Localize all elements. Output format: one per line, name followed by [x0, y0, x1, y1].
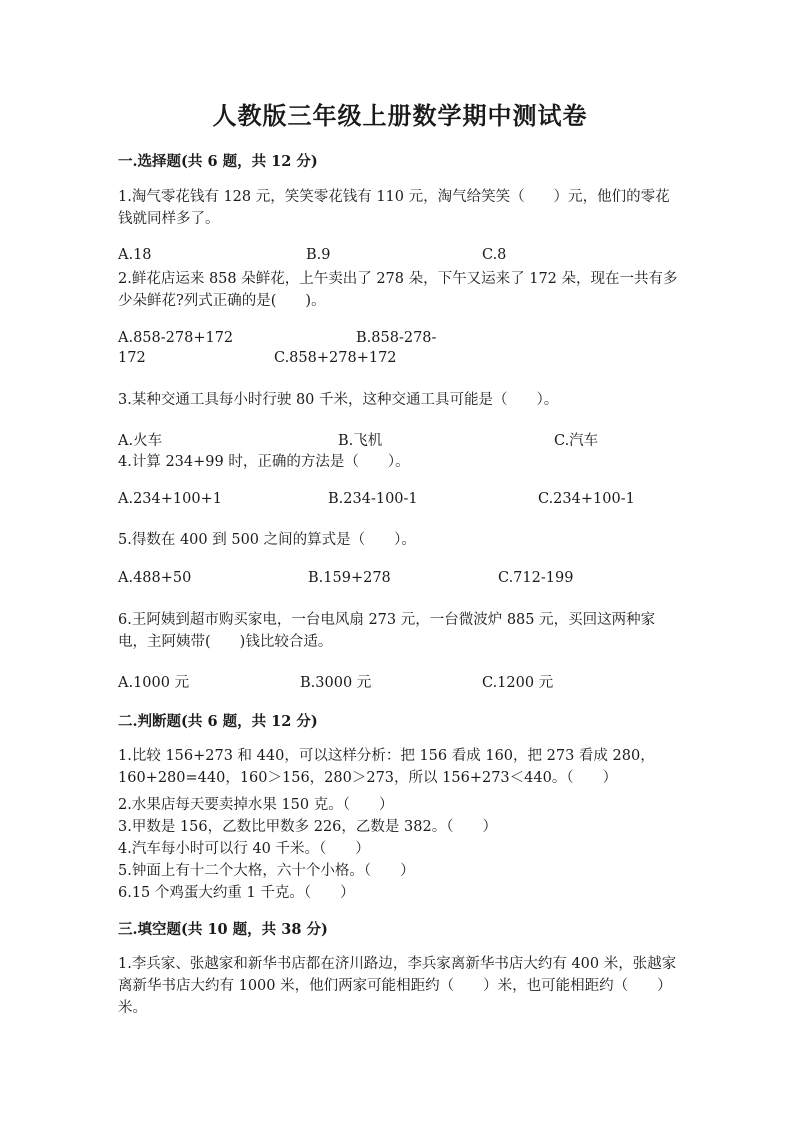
question-text: 1.李兵家、张越家和新华书店都在济川路边，李兵家离新华书店大约有 400 米，张越家离新华书店大约有 1000 米，他们两家可能相距约（ ）米，也可能相距约（ ）米。	[118, 956, 677, 1016]
question-text: 6.王阿姨到超市购买家电，一台电风扇 273 元，一台微波炉 885 元，买回这两种家电，主阿姨带( )钱比较合适。	[118, 612, 656, 650]
options-row	[118, 491, 683, 513]
section-heading-choice: 一.选择题(共 6 题，共 12 分)	[118, 153, 318, 170]
option-b: B.858-278-	[356, 330, 437, 346]
question-text: 6.15 个鸡蛋大约重 1 千克。（ ）	[118, 885, 355, 901]
options-row	[118, 350, 683, 372]
option-b: B.3000 元	[300, 675, 372, 691]
option-b: B.飞机	[338, 433, 383, 449]
option-a: A.488+50	[118, 570, 192, 586]
option-c: C.汽车	[554, 433, 599, 449]
question-text: 2.水果店每天要卖掉水果 150 克。（ ）	[118, 797, 394, 813]
question-text: 3.某种交通工具每小时行驶 80 千米，这种交通工具可能是（ ）。	[118, 392, 559, 408]
question-text: 2.鲜花店运来 858 朵鲜花，上午卖出了 278 朵，下午又运来了 172 朵，现在一共有多少朵鲜花?列式正确的是( )。	[118, 271, 678, 309]
option-b: B.9	[306, 247, 331, 263]
option-a: A.858-278+172	[118, 330, 234, 346]
option-c: C.712-199	[498, 570, 574, 586]
option-a: A.1000 元	[118, 675, 190, 691]
option-a: A.234+100+1	[118, 491, 222, 507]
question-text: 1.淘气零花钱有 128 元，笑笑零花钱有 110 元，淘气给笑笑（ ）元，他们的零花钱就同样多了。	[118, 189, 670, 227]
options-row	[118, 247, 683, 269]
options-row	[118, 330, 683, 352]
question-text: 1.比较 156+273 和 440，可以这样分析：把 156 看成 160，把 273 看成 280，160+280=440，160＞156，280＞273，所以 156+273＜440。（ ）	[118, 748, 655, 786]
options-row	[118, 671, 683, 693]
options-row	[118, 429, 683, 451]
option-c: C.858+278+172	[274, 350, 397, 366]
section-heading-fill-in: 三.填空题(共 10 题，共 38 分)	[118, 921, 328, 938]
exam-title: 人教版三年级上册数学期中测试卷	[212, 101, 588, 130]
section-heading-judgment: 二.判断题(共 6 题，共 12 分)	[118, 713, 318, 730]
option-c: C.234+100-1	[538, 491, 635, 507]
option-b: B.234-100-1	[328, 491, 418, 507]
options-row	[118, 570, 683, 592]
option-c: C.8	[482, 247, 507, 263]
question-text: 4.计算 234+99 时，正确的方法是（ ）。	[118, 454, 410, 470]
question-text: 5.钟面上有十二个大格，六十个小格。（ ）	[118, 863, 415, 879]
option-a: A.18	[118, 247, 152, 263]
question-text: 4.汽车每小时可以行 40 千米。（ ）	[118, 841, 370, 857]
option-a: A.火车	[118, 433, 163, 449]
question-text: 3.甲数是 156，乙数比甲数多 226，乙数是 382。（ ）	[118, 819, 497, 835]
question-text: 5.得数在 400 到 500 之间的算式是（ ）。	[118, 532, 416, 548]
option-b: B.159+278	[308, 570, 391, 586]
option-c: C.1200 元	[482, 675, 554, 691]
option-b-continued: 172	[118, 350, 146, 366]
